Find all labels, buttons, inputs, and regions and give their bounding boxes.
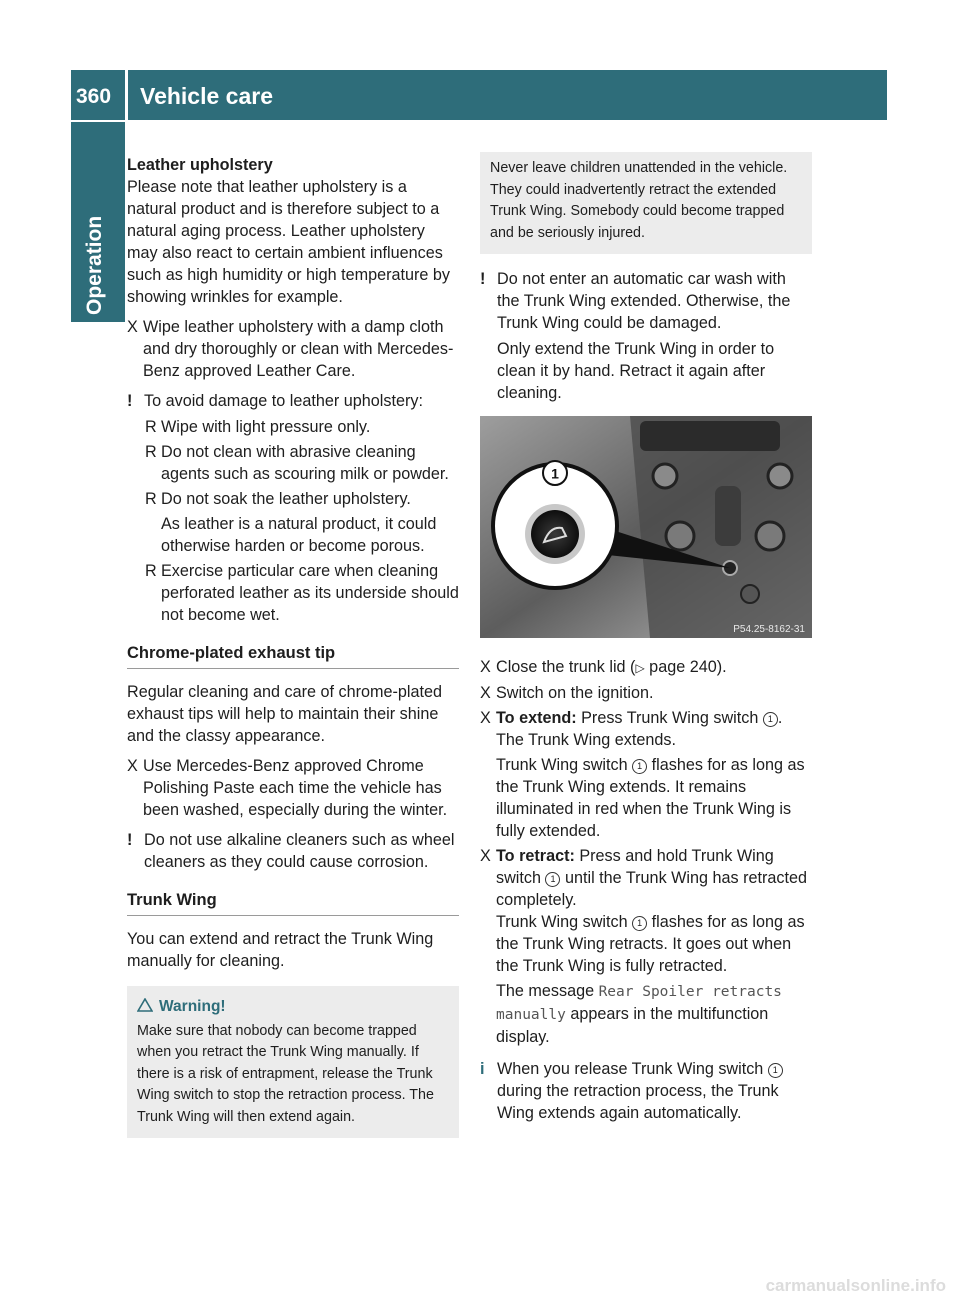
- warning-text: Make sure that nobody can become trapped when you retract the Trunk Wing manually. If there is a risk of entrapment, release the Trunk Wing switch to stop the retraction process. The Trunk Wing will then extend again.: [137, 1022, 434, 1125]
- callout-number: 1: [551, 465, 559, 482]
- console-button: [741, 585, 759, 603]
- retract-text-a: Press and hold Trunk Wing switch: [496, 847, 774, 887]
- trunk-intro: You can extend and retract the Trunk Wing manually for cleaning.: [127, 930, 434, 970]
- trunk-wing-switch-photo: [480, 416, 812, 638]
- info-note: [480, 1058, 812, 1124]
- trunk-wing-switch: [531, 510, 579, 558]
- extend-flash-a: Trunk Wing switch: [496, 756, 633, 774]
- callout-ref: 1: [763, 712, 778, 727]
- header-separator: [125, 70, 128, 120]
- step2-text: Switch on the ignition.: [496, 684, 654, 702]
- console-dial: [666, 522, 694, 550]
- console-dial: [768, 464, 792, 488]
- carwash-note-text: Do not enter an automatic car wash with the Trunk Wing extended. Otherwise, the Trunk Wing could be damaged.: [497, 270, 791, 332]
- chrome-intro: Regular cleaning and care of chrome-plated exhaust tips will help to maintain their shine and the classy appearance.: [127, 683, 442, 745]
- carwash-note: [480, 268, 812, 334]
- list-item: R Wipe with light pressure only.: [145, 418, 371, 436]
- display-message: [480, 980, 812, 1048]
- step-close-trunk: [480, 656, 812, 679]
- info-a: When you release Trunk Wing switch: [497, 1060, 768, 1078]
- bullet-text: Do not clean with abrasive cleaning agents such as scouring milk or powder.: [161, 443, 449, 483]
- retract-flash-a: Trunk Wing switch: [496, 913, 633, 931]
- gear-selector: [715, 486, 741, 546]
- side-tab-label: Operation: [83, 215, 106, 315]
- extend-flash-b: flashes for as long as the Trunk Wing extends. It remains illuminated in red when the Trunk Wing is fully extended.: [496, 756, 805, 840]
- retract-flash-b: flashes for as long as the Trunk Wing retracts. It goes out when the Trunk Wing is fully retracted.: [496, 913, 805, 975]
- list-item: R Exercise particular care when cleaning perforated leather as its underside should not become wet.: [145, 562, 459, 624]
- chrome-note: [127, 829, 459, 873]
- callout-ref: 1: [632, 759, 647, 774]
- step-arrow-icon: X: [127, 757, 138, 775]
- extend-text: Press Trunk Wing switch: [576, 709, 763, 727]
- side-tab-label-wrap: [85, 155, 115, 325]
- callout-ref: 1: [768, 1063, 783, 1078]
- extend-flash: [480, 754, 812, 842]
- warning-box: [127, 986, 459, 1138]
- left-column: [127, 154, 459, 1138]
- leather-note-text: To avoid damage to leather upholstery:: [144, 392, 423, 410]
- vent-panel: [640, 421, 780, 451]
- page-title: Vehicle care: [140, 83, 273, 109]
- message-a: The message: [496, 982, 599, 1000]
- bullet-text: Exercise particular care when cleaning perforated leather as its underside should not become wet.: [161, 562, 459, 624]
- list-item: R Do not soak the leather upholstery.: [145, 490, 411, 508]
- bullet-text: Wipe with light pressure only.: [161, 418, 371, 436]
- extend-label: To extend:: [496, 709, 577, 727]
- warning-continued-text: Never leave children unattended in the vehicle. They could inadvertently retract the extended Trunk Wing. Somebody could become trapped and be seriously injured.: [490, 160, 788, 241]
- retract-text-b: until the Trunk Wing has retracted completely.: [496, 869, 808, 909]
- step1-text: Close the trunk lid (: [496, 658, 636, 676]
- leather-step: [127, 316, 459, 382]
- info-icon: i: [480, 1060, 485, 1078]
- leather-step-text: Wipe leather upholstery with a damp cloth and dry thoroughly or clean with Mercedes-Benz approved Leather Care.: [143, 318, 454, 380]
- console-dial: [653, 464, 677, 488]
- leather-note: [127, 390, 459, 412]
- caution-icon: !: [127, 831, 133, 849]
- chrome-heading: Chrome-plated exhaust tip: [127, 642, 459, 669]
- chrome-step: [127, 755, 459, 821]
- leather-intro: Please note that leather upholstery is a natural product and is therefore subject to a natural aging process. Leather upholstery may also react to certain ambient influences such as high humidity or high temperature by showing wrinkles for example.: [127, 178, 451, 306]
- message-b: appears in the multifunction display.: [496, 1005, 769, 1046]
- extend-result: The Trunk Wing extends.: [496, 731, 676, 749]
- leather-heading: Leather upholstery: [127, 156, 273, 174]
- carwash-note2: Only extend the Trunk Wing in order to clean it by hand. Retract it again after cleaning.: [497, 340, 775, 402]
- step1-page: page 240).: [644, 658, 727, 676]
- step-ignition: [480, 682, 812, 704]
- caution-icon: !: [127, 392, 133, 410]
- chrome-step-text: Use Mercedes-Benz approved Chrome Polishing Paste each time the vehicle has been washed, especially during the winter.: [143, 757, 448, 819]
- step-arrow-icon: X: [127, 318, 138, 336]
- step-extend: X To extend: Press Trunk Wing switch 1 .: [480, 709, 783, 727]
- warning-header: [137, 996, 449, 1018]
- callout-ref: 1: [632, 916, 647, 931]
- right-column: [480, 152, 812, 1124]
- retract-label: To retract:: [496, 847, 575, 865]
- bullet-text: Do not soak the leather upholstery.: [161, 490, 411, 508]
- step-retract: [480, 845, 812, 911]
- warning-title: Warning!: [159, 998, 226, 1015]
- retract-flash: [480, 911, 812, 977]
- trunk-heading: Trunk Wing: [127, 889, 459, 916]
- step-arrow-icon: X: [480, 658, 491, 676]
- footer-watermark: carmanualsonline.info: [765, 1276, 946, 1295]
- image-code: P54.25-8162-31: [733, 624, 805, 635]
- display-message-text: Rear Spoiler retracts manually: [496, 984, 782, 1023]
- step-arrow-icon: X: [480, 709, 491, 727]
- chrome-note-text: Do not use alkaline cleaners such as wheel cleaners as they could cause corrosion.: [144, 831, 455, 871]
- warning-continued-box: [480, 152, 812, 254]
- step-arrow-icon: X: [480, 847, 491, 865]
- page-ref-arrow-icon: ▷: [635, 661, 645, 675]
- bullet-followup: As leather is a natural product, it could otherwise harden or become porous.: [161, 515, 437, 555]
- page-number: 360: [76, 85, 112, 108]
- warning-triangle-icon: [137, 998, 153, 1012]
- console-dial: [756, 522, 784, 550]
- caution-icon: !: [480, 270, 486, 288]
- callout-ref: 1: [545, 872, 560, 887]
- step-arrow-icon: X: [480, 684, 491, 702]
- info-b: during the retraction process, the Trunk Wing extends again automatically.: [497, 1082, 779, 1122]
- list-item: R Do not clean with abrasive cleaning agents such as scouring milk or powder.: [145, 443, 449, 483]
